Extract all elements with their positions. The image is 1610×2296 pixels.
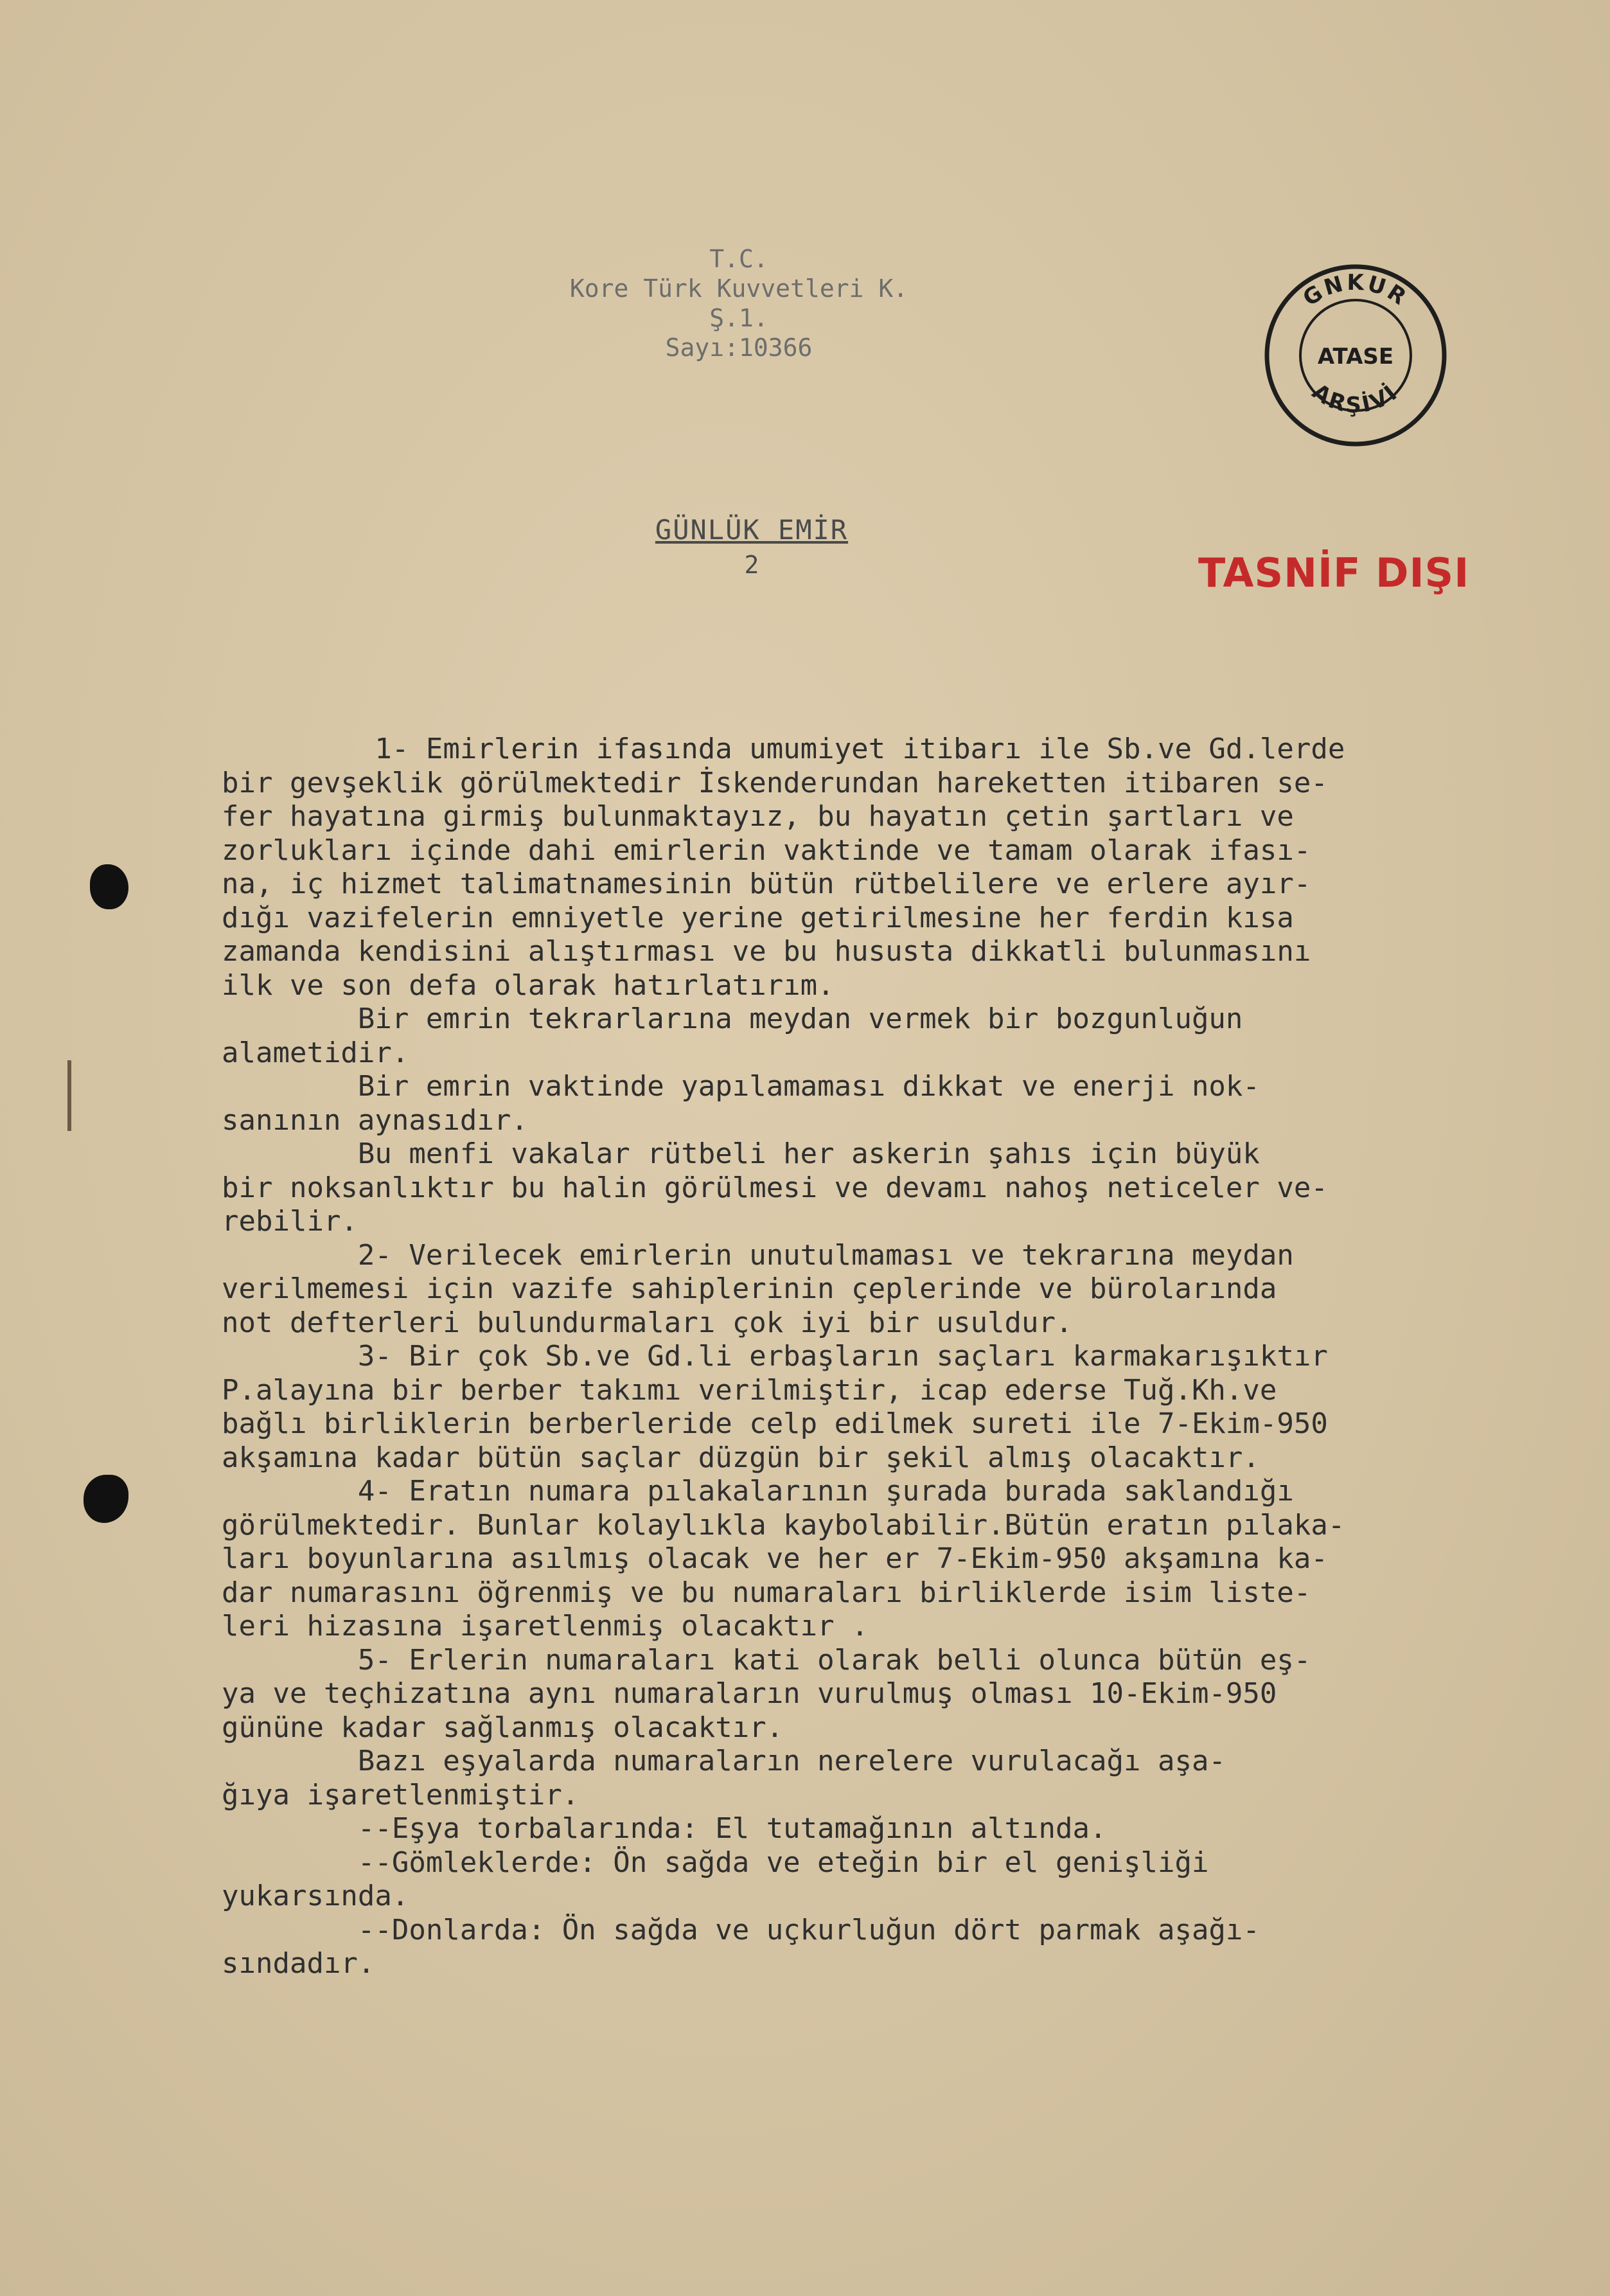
body-line: leri hizasına işaretlenmiş olacaktır . — [222, 1610, 869, 1642]
body-line: not defterleri bulundurmaları çok iyi bir usuldur. — [222, 1306, 1073, 1339]
letterhead-line: T.C. — [709, 245, 768, 273]
stamp-center-text: ATASE — [1317, 344, 1394, 369]
body-line: 1- Emirlerin ifasında umumiyet itibarı ile Sb.ve Gd.lerde — [222, 733, 1345, 765]
body-line: ları boyunlarına asılmış olacak ve her er 7-Ekim-950 akşamına ka- — [222, 1542, 1328, 1575]
ink-blot — [84, 1475, 128, 1523]
body-line: ya ve teçhizatına aynı numaraların vurulmuş olması 10-Ekim-950 — [222, 1677, 1277, 1710]
body-line: gününe kadar sağlanmış olacaktır. — [222, 1711, 784, 1744]
body-line: ilk ve son defa olarak hatırlatırım. — [222, 968, 835, 1002]
body-line: rebilir. — [222, 1205, 358, 1238]
ink-blot — [90, 864, 128, 909]
body-line: 3- Bir çok Sb.ve Gd.li erbaşların saçları karmakarışıktır — [222, 1340, 1328, 1373]
body-line: akşamına kadar bütün saçlar düzgün bir şekil almış olacaktır. — [222, 1441, 1260, 1474]
body-line: Bu menfi vakalar rütbeli her askerin şahıs için büyük — [222, 1137, 1260, 1170]
body-line: 5- Erlerin numaraları kati olarak belli olunca bütün eş- — [222, 1643, 1311, 1677]
body-text — [222, 733, 1474, 1981]
stamp-bottom-text: ARŞİVİ — [1307, 378, 1404, 418]
body-line: zorlukları içinde dahi emirlerin vaktinde ve tamam olarak ifası- — [222, 833, 1311, 867]
letterhead-line: Ş.1. — [709, 304, 768, 332]
body-line: sındadır. — [222, 1947, 375, 1980]
title-main: GÜNLÜK EMİR — [655, 514, 849, 546]
body-line: --Donlarda: Ön sağda ve uçkurluğun dört parmak aşağı- — [222, 1913, 1260, 1946]
stamp-top-text: GNKUR — [1298, 269, 1413, 312]
body-line: yukarsında. — [222, 1880, 409, 1912]
body-line: --Gömleklerde: Ön sağda ve eteğin bir el genişliği — [222, 1846, 1209, 1879]
body-line: verilmemesi için vazife sahiplerinin çeplerinde ve bürolarında — [222, 1272, 1277, 1305]
body-line: bir gevşeklik görülmektedir İskenderundan hareketten itibaren se- — [222, 766, 1328, 799]
body-line: bağlı birliklerin berberleride celp edilmek sureti ile 7-Ekim-950 — [222, 1407, 1328, 1440]
body-line: --Eşya torbalarında: El tutamağının altında. — [222, 1812, 1107, 1845]
classification-label: TASNİF DIŞI — [1198, 549, 1470, 596]
title-number: 2 — [744, 551, 759, 579]
letterhead — [533, 244, 944, 362]
body-line: 4- Eratın numara pılakalarının şurada burada saklandığı — [222, 1475, 1294, 1508]
body-line: Bir emrin vaktinde yapılamaması dikkat ve enerji nok- — [222, 1070, 1260, 1103]
margin-ink-mark — [67, 1060, 71, 1131]
body-line: alametidir. — [222, 1036, 409, 1069]
body-line: dığı vazifelerin emniyetle yerine getirilmesine her ferdin kısa — [222, 901, 1294, 934]
body-line: Bir emrin tekrarlarına meydan vermek bir bozgunluğun — [222, 1002, 1243, 1035]
body-line: P.alayına bir berber takımı verilmiştir, icap ederse Tuğ.Kh.ve — [222, 1373, 1277, 1407]
body-line: ğıya işaretlenmiştir. — [222, 1778, 579, 1811]
body-line: dar numarasını öğrenmiş ve bu numaraları birliklerde isim liste- — [222, 1576, 1311, 1609]
document-title — [591, 514, 912, 579]
body-line: fer hayatına girmiş bulunmaktayız, bu hayatın çetin şartları ve — [222, 800, 1294, 833]
body-line: na, iç hizmet talimatnamesinin bütün rütbelilere ve erlere ayır- — [222, 868, 1311, 900]
body-line: Bazı eşyalarda numaraların nerelere vurulacağı aşa- — [222, 1745, 1226, 1777]
letterhead-line: Sayı:10366 — [665, 334, 813, 362]
svg-text:ARŞİVİ — [1307, 378, 1404, 418]
letterhead-line: Kore Türk Kuvvetleri K. — [569, 274, 908, 303]
body-line: görülmektedir. Bunlar kolaylıkla kaybolabilir.Bütün eratın pılaka- — [222, 1508, 1345, 1542]
body-line: 2- Verilecek emirlerin unutulmaması ve tekrarına meydan — [222, 1238, 1294, 1272]
archive-stamp — [1262, 262, 1449, 449]
body-line: sanının aynasıdır. — [222, 1103, 528, 1137]
body-line: bir noksanlıktır bu halin görülmesi ve devamı nahoş neticeler ve- — [222, 1171, 1328, 1204]
body-line: zamanda kendisini alıştırması ve bu hususta dikkatli bulunmasını — [222, 935, 1311, 968]
